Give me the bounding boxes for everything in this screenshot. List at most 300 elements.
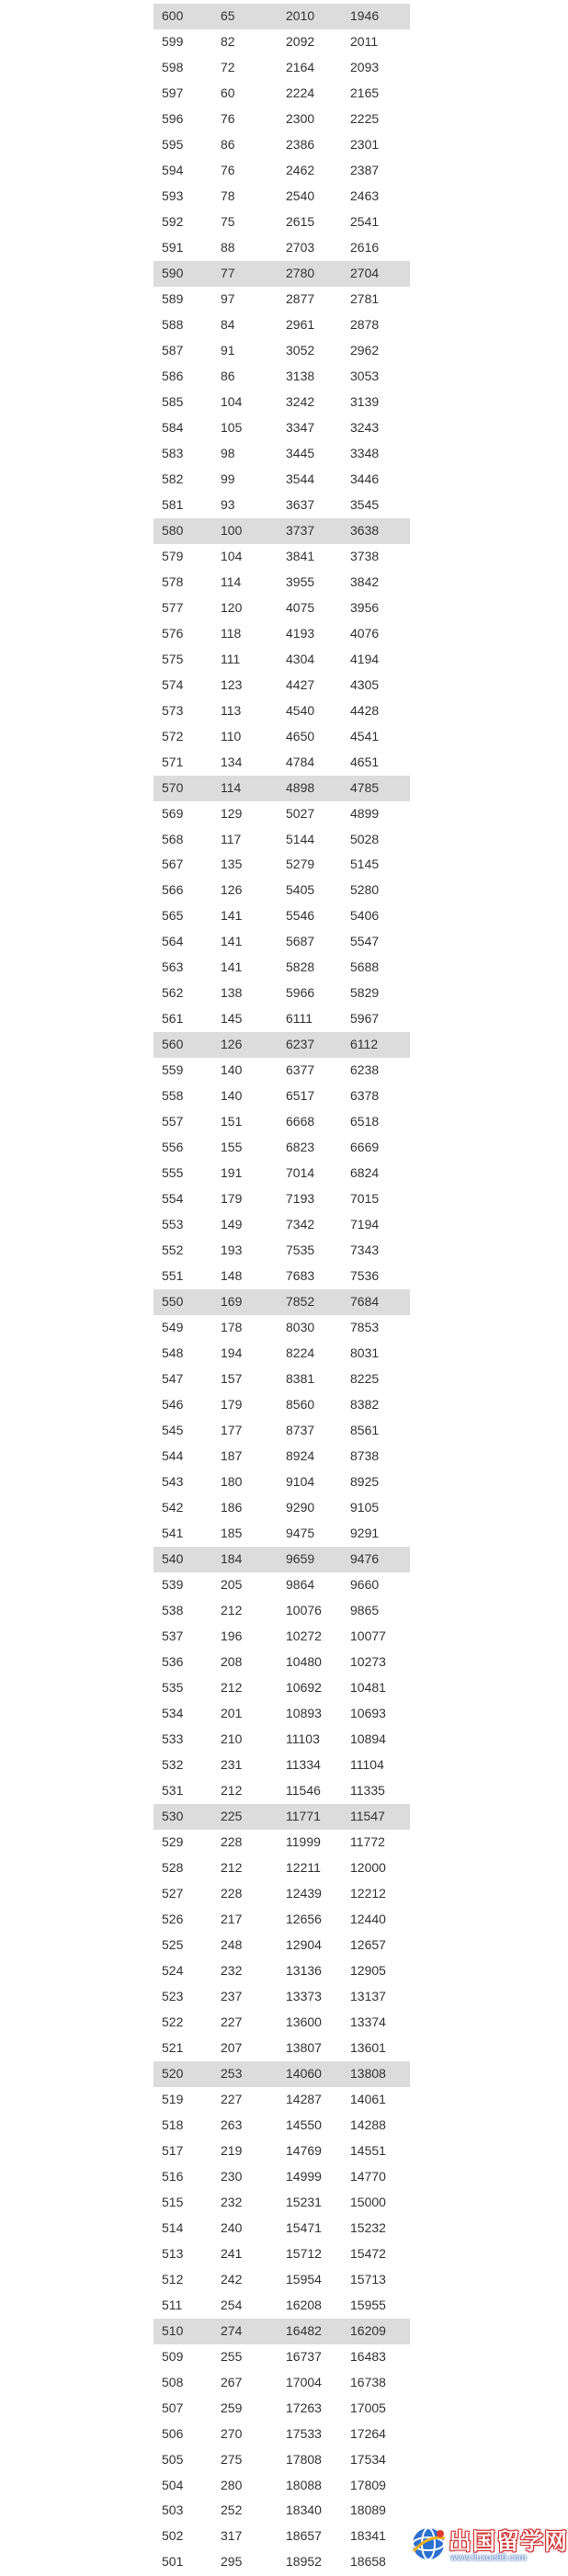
count-cell: 270	[221, 2425, 243, 2441]
table-row	[153, 801, 410, 827]
count-cell: 149	[221, 1217, 243, 1232]
table-row	[153, 1367, 410, 1392]
rank-start-cell: 14551	[350, 2142, 386, 2158]
cumulative-cell: 4898	[278, 776, 342, 801]
score-cell: 542	[162, 1500, 184, 1515]
rank-start-cell: 6824	[350, 1165, 380, 1181]
table-row	[153, 338, 410, 364]
score-cell: 587	[162, 342, 184, 357]
score-cell: 517	[162, 2142, 184, 2158]
score-cell: 532	[162, 1756, 184, 1772]
table-row	[153, 312, 410, 338]
score-cell: 544	[162, 1448, 184, 1464]
table-row	[153, 1855, 410, 1881]
cumulative-cell: 3138	[286, 368, 315, 383]
rank-start-cell: 11547	[342, 1804, 410, 1830]
score-cell: 527	[162, 1885, 184, 1901]
rank-start-cell: 3638	[342, 518, 410, 544]
score-cell: 519	[162, 2091, 184, 2106]
count-cell: 78	[221, 187, 235, 203]
count-cell: 84	[221, 316, 235, 332]
rank-start-cell: 4194	[350, 651, 380, 666]
cumulative-cell: 14769	[286, 2142, 322, 2158]
count-cell: 248	[221, 1936, 243, 1952]
rank-start-cell: 12905	[350, 1962, 386, 1978]
cumulative-cell: 2540	[286, 187, 315, 203]
count-cell: 114	[212, 776, 278, 801]
rank-start-cell: 15472	[350, 2245, 386, 2261]
count-cell: 241	[221, 2245, 243, 2261]
score-cell: 507	[162, 2400, 184, 2415]
cumulative-cell: 13600	[286, 2014, 322, 2029]
score-cell: 575	[162, 651, 184, 666]
rank-start-cell: 2541	[350, 213, 380, 229]
cumulative-cell: 16737	[286, 2348, 322, 2364]
rank-start-cell: 12000	[350, 1859, 386, 1875]
count-cell: 104	[221, 548, 243, 563]
rank-start-cell: 9660	[350, 1577, 380, 1593]
table-row	[153, 235, 410, 261]
cumulative-cell: 2780	[278, 261, 342, 287]
table-row	[153, 158, 410, 184]
count-cell: 219	[221, 2142, 243, 2158]
table-row	[153, 698, 410, 724]
cumulative-cell: 3544	[286, 471, 315, 486]
score-cell: 515	[162, 2194, 184, 2209]
score-cell: 592	[162, 213, 184, 229]
cumulative-cell: 12656	[286, 1911, 322, 1926]
table-row	[153, 1727, 410, 1753]
table-row	[153, 2370, 410, 2396]
score-cell: 585	[162, 393, 184, 409]
rank-start-cell: 2301	[350, 136, 380, 152]
cumulative-cell: 13373	[286, 1988, 322, 2003]
cumulative-cell: 2462	[286, 162, 315, 177]
rank-start-cell: 12212	[350, 1885, 386, 1901]
table-row	[153, 2010, 410, 2036]
count-cell: 99	[221, 471, 235, 486]
rank-start-cell: 2093	[350, 59, 380, 74]
rank-start-cell: 2781	[350, 290, 380, 306]
count-cell: 129	[221, 805, 243, 821]
count-cell: 201	[221, 1705, 243, 1720]
score-cell: 591	[162, 239, 184, 255]
table-row	[153, 1958, 410, 1984]
table-row	[153, 2473, 410, 2499]
cumulative-cell: 4193	[286, 625, 315, 641]
table-row	[153, 621, 410, 647]
cumulative-cell: 8224	[286, 1345, 315, 1361]
table-row	[153, 955, 410, 981]
table-row	[153, 1984, 410, 2010]
cumulative-cell: 3445	[286, 445, 315, 460]
table-row	[153, 903, 410, 929]
score-cell: 593	[162, 187, 184, 203]
count-cell: 118	[221, 625, 242, 641]
cumulative-cell: 2961	[286, 316, 315, 332]
count-cell: 105	[221, 419, 243, 435]
count-cell: 86	[221, 368, 235, 383]
cumulative-cell: 3052	[286, 342, 315, 357]
cumulative-cell: 9864	[286, 1577, 315, 1593]
count-cell: 91	[221, 342, 235, 357]
table-row	[153, 1058, 410, 1084]
score-cell: 501	[162, 2554, 184, 2570]
rank-start-cell: 8738	[350, 1448, 380, 1464]
count-cell: 77	[212, 261, 278, 287]
rank-start-cell: 17264	[350, 2425, 386, 2441]
cumulative-cell: 8737	[286, 1423, 315, 1438]
cumulative-cell: 11334	[286, 1756, 321, 1772]
table-row	[153, 852, 410, 878]
cumulative-cell: 8560	[286, 1397, 315, 1413]
rank-start-cell: 10273	[350, 1654, 386, 1669]
rank-start-cell: 8031	[350, 1345, 380, 1361]
cumulative-cell: 16208	[286, 2297, 322, 2312]
rank-start-cell: 9291	[350, 1526, 380, 1541]
table-row	[153, 2139, 410, 2164]
count-cell: 228	[221, 1885, 243, 1901]
count-cell: 254	[221, 2297, 243, 2312]
table-row	[153, 2061, 410, 2087]
cumulative-cell: 9104	[286, 1474, 315, 1490]
table-row	[153, 724, 410, 750]
count-cell: 230	[221, 2168, 243, 2184]
score-table	[153, 4, 410, 2575]
rank-start-cell: 14288	[350, 2116, 386, 2132]
score-cell: 552	[162, 1243, 184, 1258]
count-cell: 145	[221, 1011, 243, 1027]
rank-start-cell: 2962	[350, 342, 380, 357]
rank-start-cell: 3348	[350, 445, 380, 460]
cumulative-cell: 2877	[286, 290, 315, 306]
count-cell: 240	[221, 2219, 243, 2235]
rank-start-cell: 5829	[350, 985, 380, 1001]
score-cell: 525	[162, 1936, 184, 1952]
cumulative-cell: 2300	[286, 110, 315, 126]
cumulative-cell: 8381	[286, 1371, 315, 1387]
count-cell: 193	[221, 1243, 243, 1258]
rank-start-cell: 6238	[350, 1062, 380, 1078]
watermark-title: 出国留学网	[449, 2528, 568, 2555]
rank-start-cell: 6669	[350, 1140, 380, 1155]
cumulative-cell: 6517	[286, 1088, 315, 1104]
count-cell: 295	[221, 2554, 243, 2570]
score-cell: 504	[162, 2477, 184, 2492]
score-cell: 540	[153, 1547, 212, 1572]
score-cell: 588	[162, 316, 184, 332]
cumulative-cell: 17808	[286, 2451, 322, 2467]
cumulative-cell: 15712	[286, 2245, 322, 2261]
count-cell: 242	[221, 2271, 243, 2287]
rank-start-cell: 18089	[350, 2502, 386, 2518]
score-cell: 598	[162, 59, 184, 74]
cumulative-cell: 6111	[286, 1011, 313, 1027]
cumulative-cell: 8924	[286, 1448, 315, 1464]
cumulative-cell: 5027	[286, 805, 315, 821]
rank-start-cell: 13374	[350, 2014, 386, 2029]
score-cell: 572	[162, 728, 184, 743]
cumulative-cell: 11999	[286, 1833, 321, 1849]
cumulative-cell: 11546	[286, 1782, 321, 1798]
rank-start-cell: 7536	[350, 1268, 380, 1284]
rank-start-cell: 5145	[350, 857, 380, 872]
cumulative-cell: 9659	[278, 1547, 342, 1572]
cumulative-cell: 15954	[286, 2271, 322, 2287]
rank-start-cell: 9865	[350, 1603, 380, 1618]
rank-start-cell: 12440	[350, 1911, 386, 1926]
rank-start-cell: 10481	[350, 1679, 386, 1695]
count-cell: 225	[212, 1804, 278, 1830]
table-row	[153, 544, 410, 570]
rank-start-cell: 15713	[350, 2271, 386, 2287]
cumulative-cell: 17533	[286, 2425, 322, 2441]
cumulative-cell: 18657	[286, 2528, 322, 2544]
cumulative-cell: 5405	[286, 882, 315, 898]
table-row	[153, 2087, 410, 2113]
table-row	[153, 1032, 410, 1058]
cumulative-cell: 2224	[286, 85, 315, 100]
count-cell: 98	[221, 445, 235, 460]
rank-start-cell: 13601	[350, 2039, 386, 2055]
table-row	[153, 1675, 410, 1701]
count-cell: 141	[221, 908, 243, 924]
cumulative-cell: 5279	[286, 857, 315, 872]
cumulative-cell: 7342	[286, 1217, 315, 1232]
score-cell: 571	[162, 754, 184, 769]
table-row	[153, 750, 410, 776]
table-row	[153, 1572, 410, 1598]
cumulative-cell: 15231	[286, 2194, 322, 2209]
count-cell: 134	[221, 754, 243, 769]
count-cell: 123	[221, 676, 243, 692]
count-cell: 177	[221, 1423, 243, 1438]
table-row	[153, 29, 410, 55]
table-row	[153, 261, 410, 287]
rank-start-cell: 5547	[350, 934, 380, 949]
table-row	[153, 55, 410, 81]
table-row	[153, 107, 410, 132]
score-cell: 523	[162, 1988, 184, 2003]
table-row	[153, 1598, 410, 1624]
table-row	[153, 2164, 410, 2190]
table-row	[153, 981, 410, 1006]
count-cell: 207	[221, 2039, 243, 2055]
table-row	[153, 596, 410, 621]
table-row	[153, 1547, 410, 1572]
score-cell: 524	[162, 1962, 184, 1978]
score-cell: 586	[162, 368, 184, 383]
table-row	[153, 1778, 410, 1804]
rank-start-cell: 3446	[350, 471, 380, 486]
count-cell: 141	[221, 934, 243, 949]
cumulative-cell: 9475	[286, 1526, 315, 1541]
rank-start-cell: 15955	[350, 2297, 386, 2312]
cumulative-cell: 9290	[286, 1500, 315, 1515]
count-cell: 317	[221, 2528, 243, 2544]
table-row	[153, 1933, 410, 1958]
cumulative-cell: 3242	[286, 393, 315, 409]
cumulative-cell: 3737	[278, 518, 342, 544]
score-cell: 547	[162, 1371, 184, 1387]
score-cell: 531	[162, 1782, 184, 1798]
score-cell: 567	[162, 857, 184, 872]
count-cell: 255	[221, 2348, 243, 2364]
score-cell: 551	[162, 1268, 184, 1284]
watermark-url: www.liuxue86.com	[450, 2553, 527, 2563]
table-row	[153, 776, 410, 801]
table-row	[153, 2267, 410, 2293]
cumulative-cell: 7683	[286, 1268, 315, 1284]
rank-start-cell: 4305	[350, 676, 380, 692]
count-cell: 75	[221, 213, 235, 229]
rank-start-cell: 13808	[342, 2061, 410, 2087]
table-row	[153, 2241, 410, 2267]
cumulative-cell: 7193	[286, 1191, 315, 1207]
rank-start-cell: 2878	[350, 316, 380, 332]
cumulative-cell: 14999	[286, 2168, 322, 2184]
score-cell: 590	[153, 261, 212, 287]
count-cell: 155	[221, 1140, 243, 1155]
score-cell: 580	[153, 518, 212, 544]
table-row	[153, 210, 410, 235]
count-cell: 117	[221, 831, 242, 846]
site-watermark	[408, 2522, 568, 2570]
count-cell: 205	[221, 1577, 243, 1593]
score-cell: 537	[162, 1628, 184, 1644]
score-cell: 599	[162, 33, 184, 49]
score-cell: 513	[162, 2245, 184, 2261]
cumulative-cell: 18952	[286, 2554, 322, 2570]
count-cell: 280	[221, 2477, 243, 2492]
table-row	[153, 2422, 410, 2447]
cumulative-cell: 11103	[286, 1731, 320, 1746]
cumulative-cell: 5546	[286, 908, 315, 924]
count-cell: 76	[221, 162, 235, 177]
table-row	[153, 2319, 410, 2344]
count-cell: 253	[212, 2061, 278, 2087]
score-cell: 562	[162, 985, 184, 1001]
count-cell: 274	[212, 2319, 278, 2344]
cumulative-cell: 4650	[286, 728, 315, 743]
rank-start-cell: 17534	[350, 2451, 386, 2467]
score-cell: 563	[162, 959, 184, 975]
table-row	[153, 2396, 410, 2422]
globe-logo-icon	[410, 2525, 447, 2562]
cumulative-cell: 4540	[286, 702, 315, 718]
score-cell: 583	[162, 445, 184, 460]
score-cell: 518	[162, 2116, 184, 2132]
rank-start-cell: 3053	[350, 368, 380, 383]
table-row	[153, 1238, 410, 1264]
rank-start-cell: 5280	[350, 882, 380, 898]
rank-start-cell: 6112	[342, 1032, 410, 1058]
score-cell: 561	[162, 1011, 184, 1027]
score-cell: 557	[162, 1114, 184, 1129]
cumulative-cell: 5144	[286, 831, 315, 846]
score-cell: 560	[153, 1032, 212, 1058]
cumulative-cell: 3347	[286, 419, 315, 435]
rank-start-cell: 3738	[350, 548, 380, 563]
rank-start-cell: 14770	[350, 2168, 386, 2184]
count-cell: 72	[221, 59, 235, 74]
cumulative-cell: 2615	[286, 213, 315, 229]
table-row	[153, 1186, 410, 1212]
score-cell: 528	[162, 1859, 184, 1875]
count-cell: 191	[221, 1165, 243, 1181]
rank-start-cell: 7194	[350, 1217, 380, 1232]
table-row	[153, 4, 410, 29]
score-cell: 548	[162, 1345, 184, 1361]
score-cell: 502	[162, 2528, 184, 2544]
score-cell: 597	[162, 85, 184, 100]
table-row	[153, 2549, 410, 2575]
score-cell: 554	[162, 1191, 184, 1207]
rank-start-cell: 16209	[342, 2319, 410, 2344]
table-row	[153, 1392, 410, 1418]
table-row	[153, 390, 410, 415]
rank-start-cell: 7343	[350, 1243, 380, 1258]
rank-start-cell: 18658	[350, 2554, 386, 2570]
cumulative-cell: 12211	[286, 1859, 321, 1875]
count-cell: 138	[221, 985, 243, 1001]
score-cell: 536	[162, 1654, 184, 1669]
score-cell: 574	[162, 676, 184, 692]
table-row	[153, 2498, 410, 2524]
table-row	[153, 1289, 410, 1315]
cumulative-cell: 2703	[286, 239, 315, 255]
cumulative-cell: 6237	[278, 1032, 342, 1058]
rank-start-cell: 5406	[350, 908, 380, 924]
rank-start-cell: 16483	[350, 2348, 386, 2364]
table-row	[153, 1521, 410, 1547]
count-cell: 120	[221, 599, 243, 615]
count-cell: 259	[221, 2400, 243, 2415]
rank-start-cell: 14061	[350, 2091, 386, 2106]
score-cell: 577	[162, 599, 184, 615]
score-cell: 503	[162, 2502, 184, 2518]
count-cell: 184	[212, 1547, 278, 1572]
table-row	[153, 2293, 410, 2319]
score-cell: 594	[162, 162, 184, 177]
table-row	[153, 1470, 410, 1495]
score-cell: 534	[162, 1705, 184, 1720]
table-row	[153, 2190, 410, 2216]
rank-start-cell: 4428	[350, 702, 380, 718]
table-row	[153, 1495, 410, 1521]
rank-start-cell: 10077	[350, 1628, 386, 1644]
cumulative-cell: 4784	[286, 754, 315, 769]
cumulative-cell: 10480	[286, 1654, 322, 1669]
table-row	[153, 570, 410, 596]
count-cell: 227	[221, 2091, 243, 2106]
count-cell: 135	[221, 857, 243, 872]
score-cell: 596	[162, 110, 184, 126]
rank-start-cell: 10894	[350, 1731, 386, 1746]
score-cell: 545	[162, 1423, 184, 1438]
rank-start-cell: 4076	[350, 625, 380, 641]
count-cell: 227	[221, 2014, 243, 2029]
table-row	[153, 1907, 410, 1933]
table-row	[153, 1084, 410, 1109]
score-cell: 566	[162, 882, 184, 898]
cumulative-cell: 2010	[278, 4, 342, 29]
rank-start-cell: 3842	[350, 573, 380, 589]
cumulative-cell: 6668	[286, 1114, 315, 1129]
score-cell: 550	[153, 1289, 212, 1315]
table-row	[153, 1135, 410, 1161]
count-cell: 60	[221, 85, 235, 100]
